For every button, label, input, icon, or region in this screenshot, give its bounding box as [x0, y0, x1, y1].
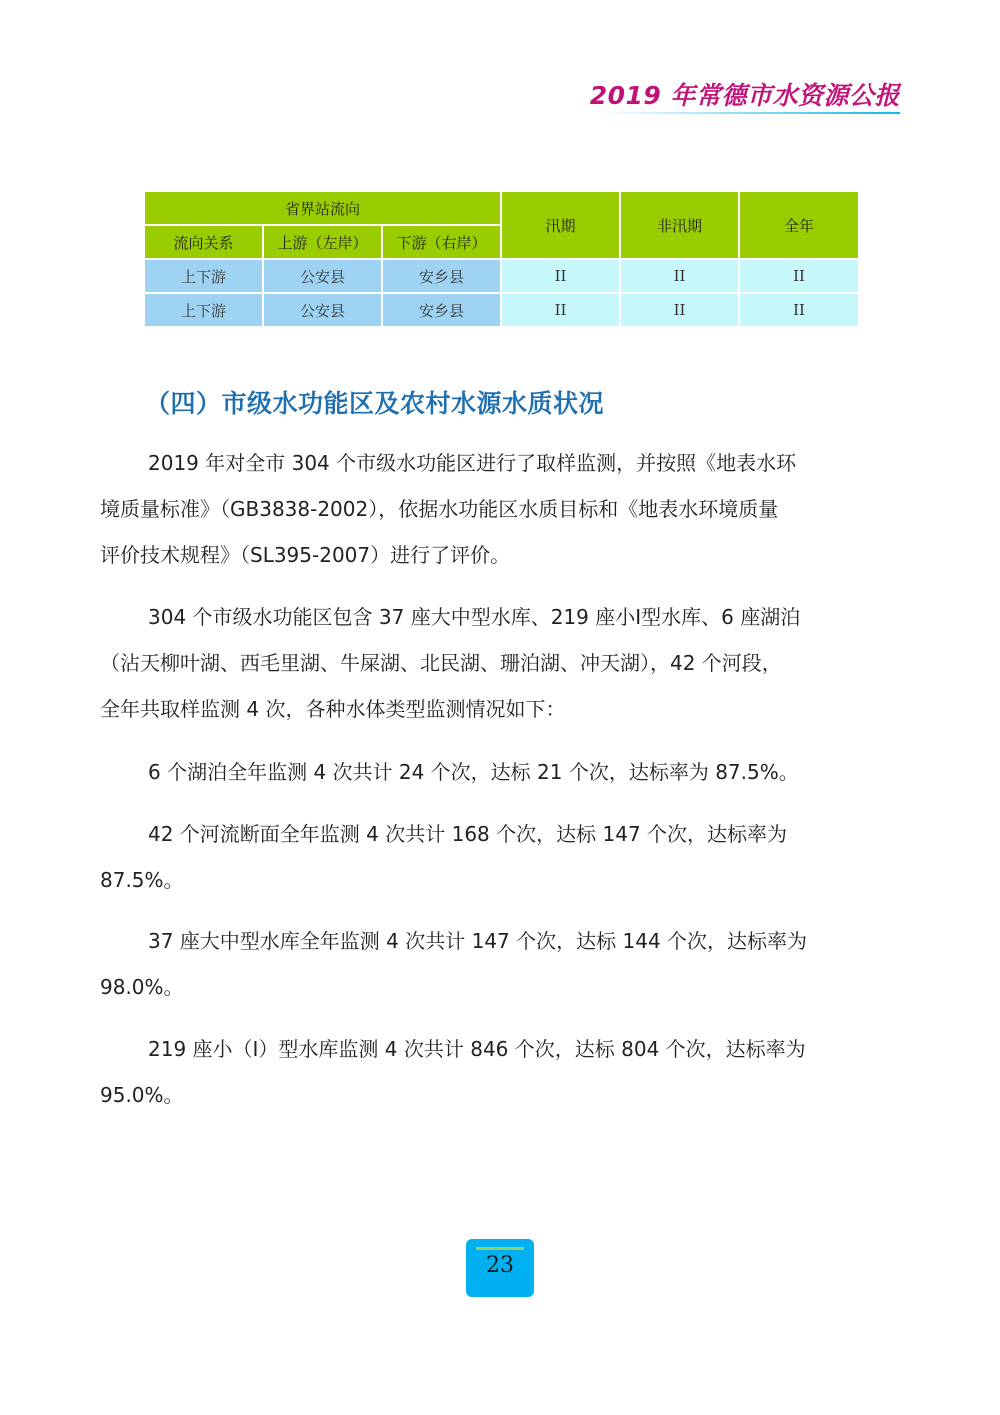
text-line: （沾天柳叶湖、西毛里湖、牛屎湖、北民湖、珊泊湖、冲天湖），42 个河段，	[100, 651, 782, 675]
subheader-cell: 上游（左岸）	[263, 225, 382, 259]
paragraph-small-reservoirs	[100, 1026, 900, 1118]
paragraph-function-zones	[100, 594, 900, 732]
table-cell: II	[501, 259, 620, 293]
text-line: 219 座小（Ⅰ）型水库监测 4 次共计 846 个次，达标 804 个次，达标率为	[148, 1037, 806, 1061]
text-line: 境质量标准》（GB3838-2002），依据水功能区水质目标和《地表水环境质量	[100, 497, 779, 521]
page-number-accent	[476, 1247, 524, 1250]
table-cell: 公安县	[263, 293, 382, 327]
table-cell: II	[620, 259, 739, 293]
table-cell: II	[620, 293, 739, 327]
text-line: 87.5%。	[100, 868, 184, 892]
table-cell: 安乡县	[382, 293, 501, 327]
text-line: 37 座大中型水库全年监测 4 次共计 147 个次，达标 144 个次，达标率为	[148, 929, 808, 953]
text-line: 全年共取样监测 4 次，各种水体类型监测情况如下：	[100, 697, 566, 721]
table-cell: 公安县	[263, 259, 382, 293]
header-rule	[600, 112, 900, 114]
table-cell: II	[739, 259, 859, 293]
report-title: 2019 年常德市水资源公报	[589, 81, 900, 110]
table-row	[144, 259, 859, 293]
text-line: 304 个市级水功能区包含 37 座大中型水库、219 座小Ⅰ型水库、6 座湖泊	[148, 605, 801, 629]
page-number-badge	[466, 1239, 534, 1297]
text-line: 6 个湖泊全年监测 4 次共计 24 个次，达标 21 个次，达标率为 87.5%。	[148, 760, 799, 784]
section-heading: （四）市级水功能区及农村水源水质状况	[145, 389, 605, 418]
text-line: 95.0%。	[100, 1083, 184, 1107]
flow-direction-table	[143, 190, 860, 328]
table-cell: II	[739, 293, 859, 327]
period-header-cell: 非汛期	[620, 191, 739, 259]
period-header-cell: 全年	[739, 191, 859, 259]
text-line: 评价技术规程》（SL395-2007）进行了评价。	[100, 543, 511, 567]
table-cell: 安乡县	[382, 259, 501, 293]
table-cell: 上下游	[144, 293, 263, 327]
page-number: 23	[486, 1253, 514, 1278]
paragraph-large-reservoirs	[100, 918, 900, 1010]
paragraph-monitoring-overview	[100, 440, 900, 578]
paragraph-rivers	[100, 811, 900, 903]
text-line: 98.0%。	[100, 975, 184, 999]
table-header-row	[144, 191, 859, 225]
group-header-cell: 省界站流向	[144, 191, 501, 225]
table-cell: II	[501, 293, 620, 327]
subheader-cell: 流向关系	[144, 225, 263, 259]
table-cell: 上下游	[144, 259, 263, 293]
period-header-cell: 汛期	[501, 191, 620, 259]
subheader-cell: 下游（右岸）	[382, 225, 501, 259]
text-line: 2019 年对全市 304 个市级水功能区进行了取样监测，并按照《地表水环	[148, 451, 797, 475]
table-row	[144, 293, 859, 327]
paragraph-lakes	[100, 749, 900, 795]
text-line: 42 个河流断面全年监测 4 次共计 168 个次，达标 147 个次，达标率为	[148, 822, 788, 846]
